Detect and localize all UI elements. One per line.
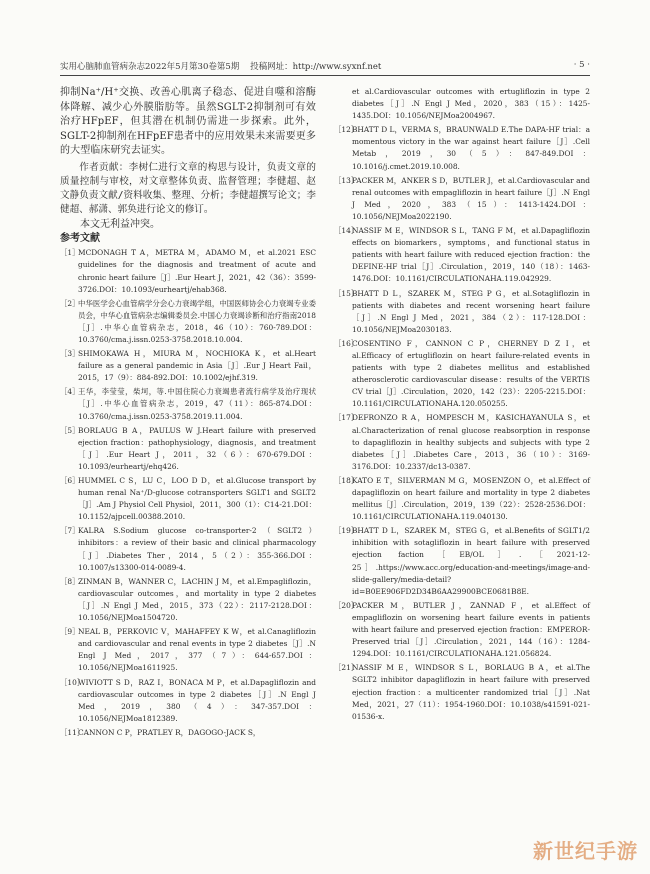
reference-number: ［15］	[334, 288, 359, 298]
reference-item	[60, 576, 316, 624]
reference-item	[60, 298, 316, 346]
reference-text: SHIMOKAWA H，MIURA M，NOCHIOKA K，et al.Heart failure as a general pandemic in Asia［J］.Eur J Heart Fail，2015，17（9）：884-892.DOI：10.1002/ejhf.319.	[78, 349, 316, 383]
reference-text: NEAL B，PERKOVIC V，MAHAFFEY K W，et al.Canagliflozin and cardiovascular and renal events in type 2 diabetes［J］.N Engl J Med，2017，377（7）：644-657.DOI：10.1056/NEJMoa1611925.	[78, 627, 316, 673]
reference-text: NASSIF M E，WINDSOR S L，BORLAUG B A，et al.The SGLT2 inhibitor dapagliflozin in heart failure with preserved ejection fraction：a multicenter randomized trial［J］.Nat Med，2021，27（11）：1954-1960.DOI：10.1038/s41591-021-01536-x.	[352, 663, 590, 721]
reference-number: ［11］	[60, 727, 85, 737]
reference-item	[334, 600, 590, 660]
reference-text: KATO E T，SILVERMAN M G，MOSENZON O，et al.Effect of dapagliflozin on heart failure and mortality in type 2 diabetes mellitus［J］.Circulation，2019，139（22）：2528-2536.DOI：10.1161/CIRCULATIONAHA.119.040130.	[352, 475, 590, 522]
reference-text: et al.Cardiovascular outcomes with ertugliflozin in type 2 diabetes［J］.N Engl J Med，2020，383（15）：1425-1435.DOI：10.1056/NEJMoa2004967.	[352, 87, 590, 121]
reference-item	[334, 288, 590, 336]
reference-number: ［9］	[60, 627, 80, 637]
reference-text: ZINMAN B，WANNER C，LACHIN J M，et al.Empagliflozin，cardiovascular outcomes，and mortality in type 2 diabetes［J］.N Engl J Med，2015，373（22）：2117-2128.DOI：10.1056/NEJMoa1504720.	[78, 576, 316, 623]
reference-text: PACKER M，ANKER S D，BUTLER J，et al.Cardiovascular and renal outcomes with empagliflozin in heart failure［J］.N Engl J Med，2020，383（15）：1413-1424.DOI：10.1056/NEJMoa2022190.	[352, 175, 590, 221]
reference-text: MCDONAGH T A，METRA M，ADAMO M，et al.2021 ESC guidelines for the diagnosis and treatment of acute and chronic heart failure［J］.Eur Heart J，2021，42（36）：3599-3726.DOI：10.1093/eurheartj/ehab368.	[78, 248, 316, 294]
reference-list-left	[60, 247, 316, 739]
reference-text: 王华，李莹莹，柴坷，等.中国住院心力衰竭患者流行病学及治疗现状［J］.中华心血管病杂志，2019，47（11）：865-874.DOI：10.3760/cma.j.issn.0253-3758.2019.11.004.	[78, 387, 316, 421]
reference-text: PACKER M，BUTLER J，ZANNAD F，et al.Effect of empagliflozin on worsening heart failure events in patients with heart failure and preserved ejection fraction：EMPEROR-Preserved trial［J］.Circulation，2021，144（16）：1284-1294.DOI：10.1161/CIRCULATIONAHA.121.056824.	[352, 600, 590, 659]
reference-number: ［18］	[334, 475, 359, 485]
reference-item	[334, 86, 590, 122]
reference-number: ［12］	[334, 125, 359, 135]
body-paragraph: 抑制Na⁺/H⁺交换、改善心肌离子稳态、促进自噬和溶酶体降解、减少心外膜脂肪等。虽然SGLT-2抑制剂可有效治疗HFpEF，但其潜在机制仍需进一步探索。此外，SGLT-2抑制剂在HFpEF患者中的应用效果未来需要更多的大型临床研究去证实。	[60, 87, 316, 156]
site-watermark: 新世纪手游	[533, 839, 638, 863]
reference-item	[334, 662, 590, 722]
reference-item	[334, 412, 590, 472]
reference-number: ［5］	[60, 425, 80, 435]
submission-url: 投稿网址：http://www.syxnf.net	[250, 62, 382, 72]
reference-number: ［4］	[60, 387, 80, 397]
reference-number: ［14］	[334, 226, 359, 236]
reference-item	[60, 727, 316, 739]
reference-text: NASSIF M E，WINDSOR S L，TANG F M，et al.Dapagliflozin effects on biomarkers，symptoms，and functional status in patients with heart failure with reduced ejection fraction：the DEFINE-HF trial［J］.Circulation，2019，140（18）：1463-1476.DOI：10.1161/CIRCULATIONAHA.119.042929.	[352, 226, 590, 284]
reference-number: ［7］	[60, 526, 80, 536]
reference-item	[334, 225, 590, 285]
reference-text: BHATT D L，SZAREK M，STEG P G，et al.Sotagliflozin in patients with diabetes and recent worsening heart failure［J］.N Engl J Med，2021，384（2）：117-128.DOI：10.1056/NEJMoa2030183.	[352, 288, 590, 334]
reference-item	[334, 525, 590, 598]
reference-item	[334, 338, 590, 411]
reference-number: ［16］	[334, 338, 359, 348]
references-heading: 参考文献	[60, 233, 100, 245]
reference-number: ［20］	[334, 600, 359, 610]
reference-item	[334, 124, 590, 172]
reference-item	[60, 525, 316, 573]
reference-text: BORLAUG B A，PAULUS W J.Heart failure with preserved ejection fraction：pathophysiology，diagnosis，and treatment［J］.Eur Heart J，2011，32（6）：670-679.DOI：10.1093/eurheartj/ehq426.	[78, 425, 316, 471]
reference-item	[60, 425, 316, 473]
left-column	[60, 86, 316, 741]
author-contribution: 作者贡献：李树仁进行文章的构思与设计，负责文章的质量控制与审校，对文章整体负责、监督管理；李健超、赵文静负责文献/资料收集、整理、分析；李健超撰写论文；李健超、郝潇、郭奂进行论文的修订。	[60, 161, 316, 216]
reference-text: 中华医学会心血管病学分会心力衰竭学组，中国医师协会心力衰竭专业委员会，中华心血管病杂志编辑委员会.中国心力衰竭诊断和治疗指南2018［J］.中华心血管病杂志，2018，46（10）：760-789.DOI：10.3760/cma.j.issn.0253-3758.2018.10.004.	[78, 298, 316, 344]
reference-number: ［13］	[334, 175, 359, 185]
reference-item	[334, 175, 590, 223]
reference-text: KALRA S.Sodium glucose co-transporter-2（SGLT2）inhibitors：a review of their basic and clinical pharmacology［J］.Diabetes Ther，2014，5（2）：355-366.DOI：10.1007/s13300-014-0089-4.	[78, 526, 316, 572]
reference-item	[334, 475, 590, 523]
right-column	[334, 86, 590, 725]
reference-number: ［1］	[60, 248, 80, 258]
reference-item	[60, 677, 316, 725]
reference-number: ［17］	[334, 413, 359, 423]
reference-text: WIVIOTT S D，RAZ I，BONACA M P，et al.Dapagliflozin and cardiovascular outcomes in type 2 diabetes［J］.N Engl J Med，2019，380（4）：347-357.DOI：10.1056/NEJMoa1812389.	[78, 677, 316, 723]
reference-item	[60, 348, 316, 384]
reference-number: ［2］	[60, 298, 80, 308]
reference-item	[60, 626, 316, 674]
reference-number: ［3］	[60, 349, 80, 359]
reference-text: HUMMEL C S，LU C，LOO D D，et al.Glucose transport by human renal Na⁺/D-glucose cotransporters SGLT1 and SGLT2［J］.Am J Physiol Cell Physiol，2011，300（1）：C14-21.DOI：10.1152/ajpcell.00388.2010.	[78, 476, 316, 522]
reference-text: BHATT D L，SZAREK M，STEG G，et al.Benefits of SGLT1/2 inhibition with sotagliflozin in heart failure with preserved ejection faction［EB/OL］.［2021-12-25］.https://www.acc.org/education-and-meetings/image-and-slide-gallery/media-detail?id=B0EE906FD2D34B6AA29900BCE0681B8E.	[352, 526, 590, 596]
reference-number: ［10］	[60, 677, 85, 687]
page-number: · 5 ·	[573, 60, 590, 70]
header-rule	[60, 75, 590, 76]
reference-item	[60, 386, 316, 422]
running-header	[60, 60, 590, 74]
reference-number: ［21］	[334, 663, 359, 673]
reference-text: BHATT D L，VERMA S，BRAUNWALD E.The DAPA-HF trial：a momentous victory in the war against heart failure［J］.Cell Metab，2019，30（5）：847-849.DOI：10.1016/j.cmet.2019.10.008.	[352, 125, 590, 171]
reference-text: DEFRONZO R A，HOMPESCH M，KASICHAYANULA S，et al.Characterization of renal glucose reabsorption in response to dapagliflozin in healthy subjects and subjects with type 2 diabetes［J］.Diabetes Care，2013，36（10）：3169-3176.DOI：10.2337/dc13-0387.	[352, 413, 590, 471]
reference-number: ［8］	[60, 576, 80, 586]
journal-title: 实用心脑肺血管病杂志2022年5月第30卷第5期 投稿网址：http://www.syxnf.net	[60, 62, 382, 72]
reference-number: ［6］	[60, 476, 80, 485]
reference-list-right	[334, 86, 590, 723]
reference-text: CANNON C P，PRATLEY R，DAGOGO-JACK S，	[78, 727, 261, 737]
reference-item	[60, 475, 316, 523]
reference-item	[60, 247, 316, 295]
conflict-of-interest: 本文无利益冲突。	[80, 219, 160, 231]
reference-text: COSENTINO F，CANNON C P，CHERNEY D Z I，et al.Efficacy of ertugliflozin on heart failure-related events in patients with type 2 diabetes mellitus and established atherosclerotic cardiovascular disease：results of the VERTIS CV trial［J］.Circulation，2020，142（23）：2205-2215.DOI：10.1161/CIRCULATIONAHA.120.050255.	[352, 338, 590, 409]
reference-number: ［19］	[334, 526, 359, 536]
